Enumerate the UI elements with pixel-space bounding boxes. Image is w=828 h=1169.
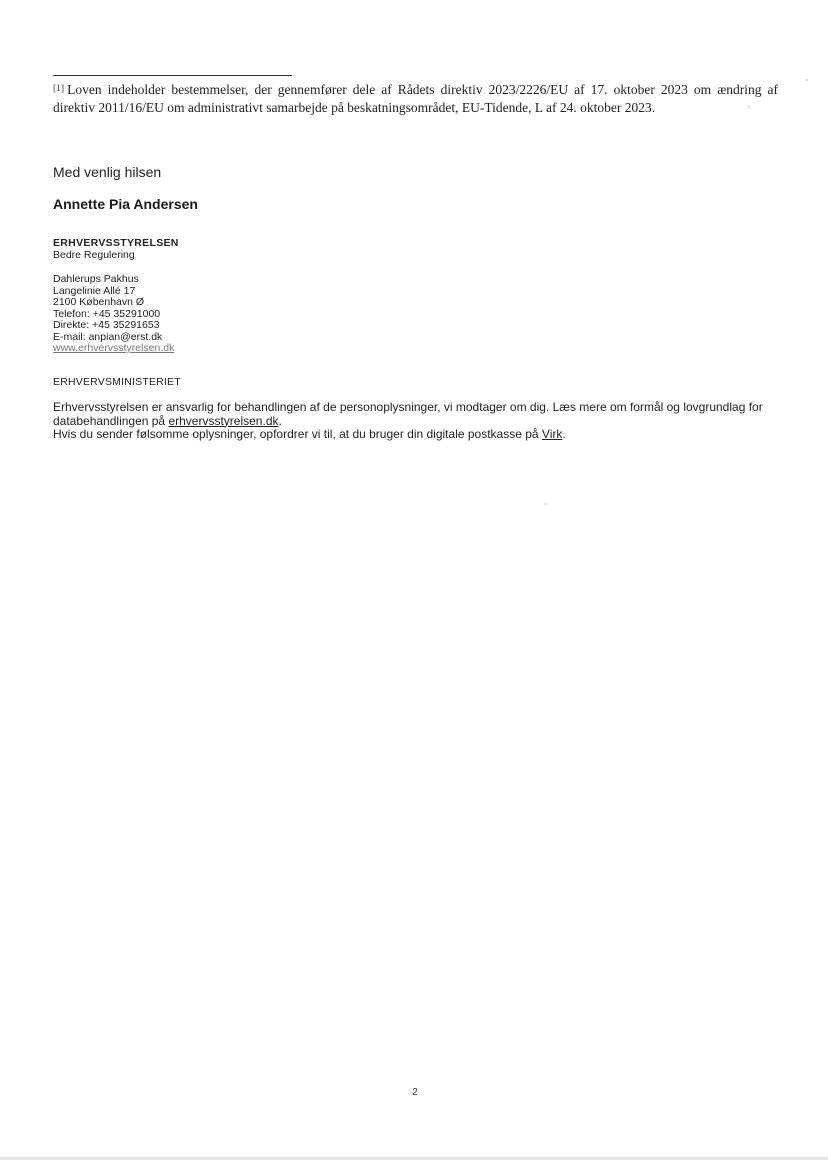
- signer-name: Annette Pia Andersen: [53, 196, 198, 212]
- footnote-text: Loven indeholder bestemmelser, der gennemfører dele af Rådets direktiv 2023/2226/EU af 17. oktober 2023 om ændring af direktiv 2011/16/EU om administrativt samarbejde på beskatningsområdet, EU-Tidende, L af 24. oktober 2023.: [53, 82, 778, 115]
- scan-bottom-edge: [0, 1157, 828, 1160]
- email-address: E-mail: anpian@erst.dk: [53, 330, 163, 343]
- organization-block: [53, 237, 179, 261]
- closing-greeting: Med venlig hilsen: [53, 164, 162, 180]
- sensitive-info-text: Hvis du sender følsomme oplysninger, opfordrer vi til, at du bruger din digitale postkasse på: [53, 427, 542, 441]
- footnote: [53, 80, 778, 117]
- direct-number: Direkte: +45 35291653: [53, 319, 160, 331]
- website-link[interactable]: www.erhvervsstyrelsen.dk: [53, 342, 175, 354]
- organization-name: ERHVERVSSTYRELSEN: [53, 237, 179, 249]
- privacy-website-link[interactable]: erhvervsstyrelsen.dk: [168, 413, 279, 428]
- page-number: 2: [412, 1087, 418, 1098]
- privacy-notice: [53, 401, 783, 442]
- address-city: 2100 København Ø: [53, 296, 145, 308]
- privacy-text: Erhvervsstyrelsen er ansvarlig for behandlingen af de personoplysninger, vi modtager om dig. Læs mere om formål og lovgrundlag for databehandlingen på: [53, 400, 763, 428]
- scan-speck: [545, 503, 547, 505]
- footnote-marker[interactable]: [1]: [53, 84, 65, 94]
- sensitive-info-period: .: [562, 427, 566, 441]
- privacy-line-1: [53, 401, 783, 428]
- privacy-line-2: [53, 428, 783, 442]
- footnote-divider: [53, 75, 292, 76]
- scan-speck: [806, 79, 808, 81]
- virk-link[interactable]: Virk: [541, 427, 563, 441]
- ministry-name: ERHVERVSMINISTERIET: [53, 376, 181, 388]
- privacy-period: .: [278, 413, 282, 428]
- address-street: Langelinie Allé 17: [53, 284, 136, 297]
- phone-number: Telefon: +45 35291000: [53, 307, 161, 320]
- department-name: Bedre Regulering: [53, 249, 135, 261]
- scan-speck: [748, 106, 750, 108]
- address-block: [53, 274, 174, 355]
- address-building: Dahlerups Pakhus: [53, 273, 139, 285]
